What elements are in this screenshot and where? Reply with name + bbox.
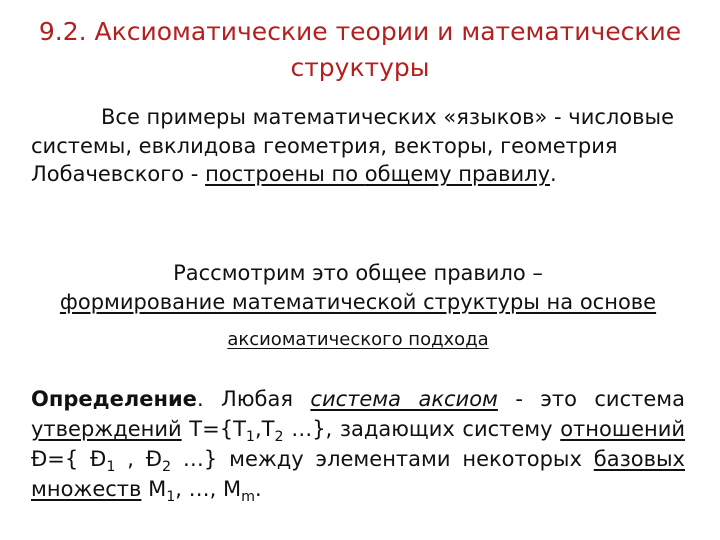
intro-end: . <box>550 162 557 186</box>
def-text-9: M <box>141 477 167 501</box>
title-line-1: 9.2. Аксиоматические теории и математические <box>38 17 682 46</box>
def-axiom-system: система аксиом <box>310 387 498 411</box>
def-statements: утверждений <box>31 417 182 441</box>
def-sub-2: 2 <box>274 428 284 445</box>
def-text-11: . <box>255 477 262 501</box>
intro-underline-3: общему правилу <box>364 162 551 186</box>
rule-line-1: Рассмотрим это общее правило – <box>173 261 543 285</box>
def-text-5: …}, задающих систему <box>283 417 561 441</box>
def-text-3: T={T <box>181 417 246 441</box>
definition-term: Определение <box>31 387 197 411</box>
def-sub-3: 1 <box>106 458 116 475</box>
def-text-10: , …, M <box>175 477 242 501</box>
rule-paragraph <box>31 259 685 316</box>
def-text-1: . Любая <box>196 387 311 411</box>
def-text-8: …} между элементами некоторых <box>171 447 594 471</box>
rule-line-3-wrap <box>31 326 685 355</box>
slide-title <box>20 14 700 86</box>
def-base-sets: базовых множеств <box>31 447 685 501</box>
def-sub-1: 1 <box>245 428 255 445</box>
intro-text: Все примеры математических «языков» - числовые системы, евклидова геометрия, векторы, геометрия Лобачевского - <box>31 105 675 186</box>
def-sub-5: 1 <box>166 488 176 505</box>
rule-line-3: аксиоматического подхода <box>227 329 489 350</box>
title-line-2: структуры <box>290 53 430 82</box>
def-text-2: - это система <box>497 387 685 411</box>
def-relations: отношений <box>560 417 686 441</box>
def-text-6: Đ={ Đ <box>31 447 107 471</box>
definition-paragraph <box>31 384 685 504</box>
def-sub-4: 2 <box>162 458 172 475</box>
intro-underline-1: построены <box>205 162 332 186</box>
def-text-7: , Đ <box>115 447 163 471</box>
intro-paragraph <box>31 103 685 189</box>
intro-underline-2: по <box>331 162 365 186</box>
def-text-4: ,T <box>254 417 275 441</box>
rule-line-2: формирование математической структуры на основе <box>59 289 657 314</box>
def-sub-6: m <box>241 488 256 505</box>
